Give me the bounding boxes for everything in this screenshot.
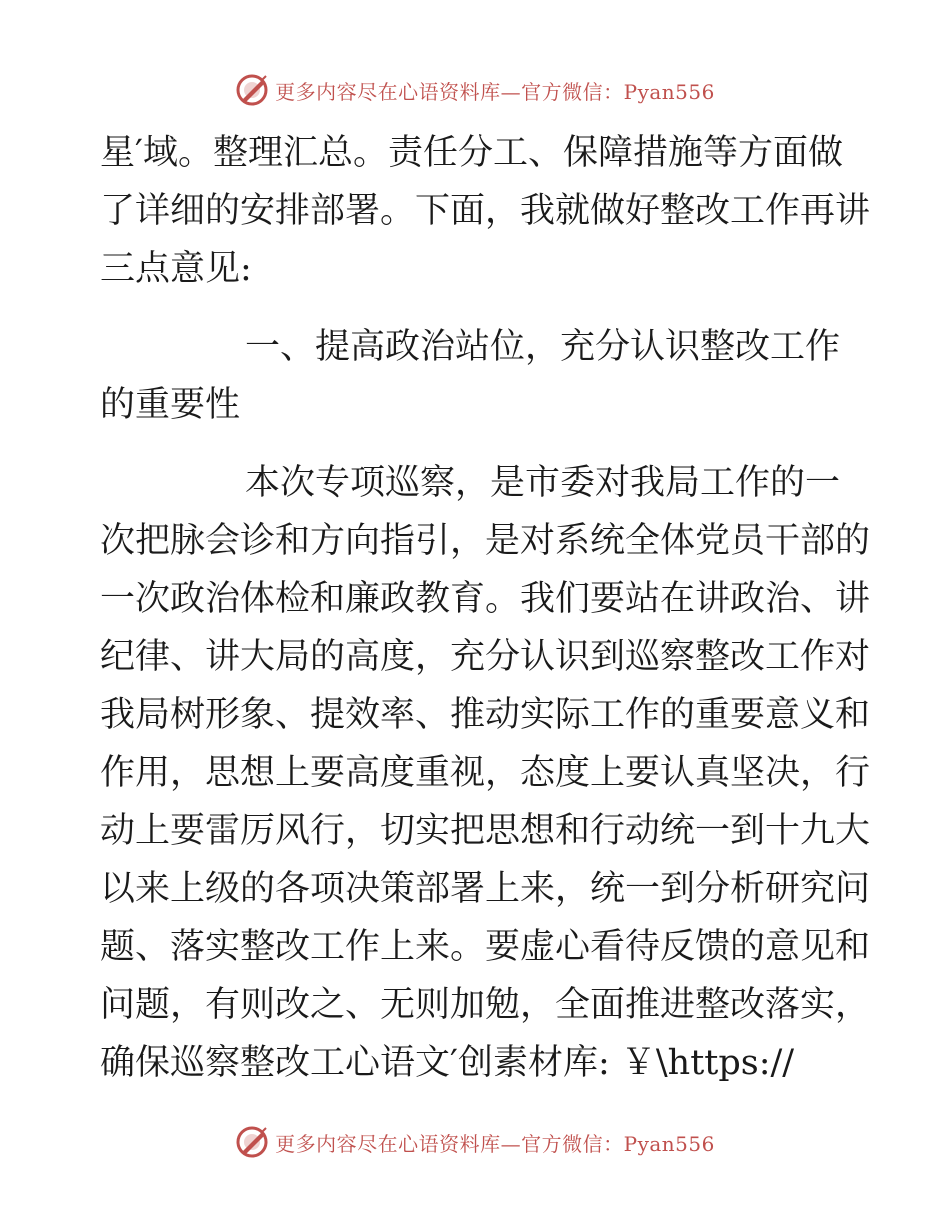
paragraph <box>100 454 871 1092</box>
text-line: 三点意见: <box>100 249 252 289</box>
text-line: 作用，思想上要高度重视，态度上要认真坚决，行 <box>100 753 871 793</box>
paragraph <box>100 124 871 298</box>
header-watermark-banner <box>0 70 950 110</box>
text-line: 的重要性 <box>100 385 241 425</box>
banner-text: 更多内容尽在心语资料库—官方微信：Pyan556 <box>275 79 715 104</box>
text-line: 本次专项巡察，是市委对我局工作的一 <box>245 463 841 503</box>
text-line: 问题，有则改之、无则加勉，全面推进整改落实， <box>100 985 871 1025</box>
text-line: 以来上级的各项决策部署上来，统一到分析研究问 <box>100 869 871 909</box>
text-line: 一、提高政治站位，充分认识整改工作 <box>245 327 841 367</box>
text-line: 动上要雷厉风行，切实把思想和行动统一到十九大 <box>100 811 871 851</box>
pen-logo-icon <box>235 1125 269 1159</box>
pen-logo-icon <box>235 73 269 107</box>
text-line: 星′域。整理汇总。责任分工、保障措施等方面做 <box>100 133 843 173</box>
text-line: 一次政治体检和廉政教育。我们要站在讲政治、讲 <box>100 579 871 619</box>
text-line: 纪律、讲大局的高度，充分认识到巡察整改工作对 <box>100 637 871 677</box>
document-body <box>100 124 871 1092</box>
text-line: 我局树形象、提效率、推动实际工作的重要意义和 <box>100 695 871 735</box>
banner-text: 更多内容尽在心语资料库—官方微信：Pyan556 <box>275 1131 715 1156</box>
text-line: 了详细的安排部署。下面，我就做好整改工作再讲 <box>100 191 871 231</box>
section-heading <box>100 318 860 434</box>
footer-watermark-banner <box>0 1122 950 1162</box>
text-line: 确保巡察整改工心语文′创素材库: ￥\https:// <box>100 1043 795 1083</box>
text-line: 题、落实整改工作上来。要虚心看待反馈的意见和 <box>100 927 871 967</box>
text-line: 次把脉会诊和方向指引，是对系统全体党员干部的 <box>100 521 871 561</box>
